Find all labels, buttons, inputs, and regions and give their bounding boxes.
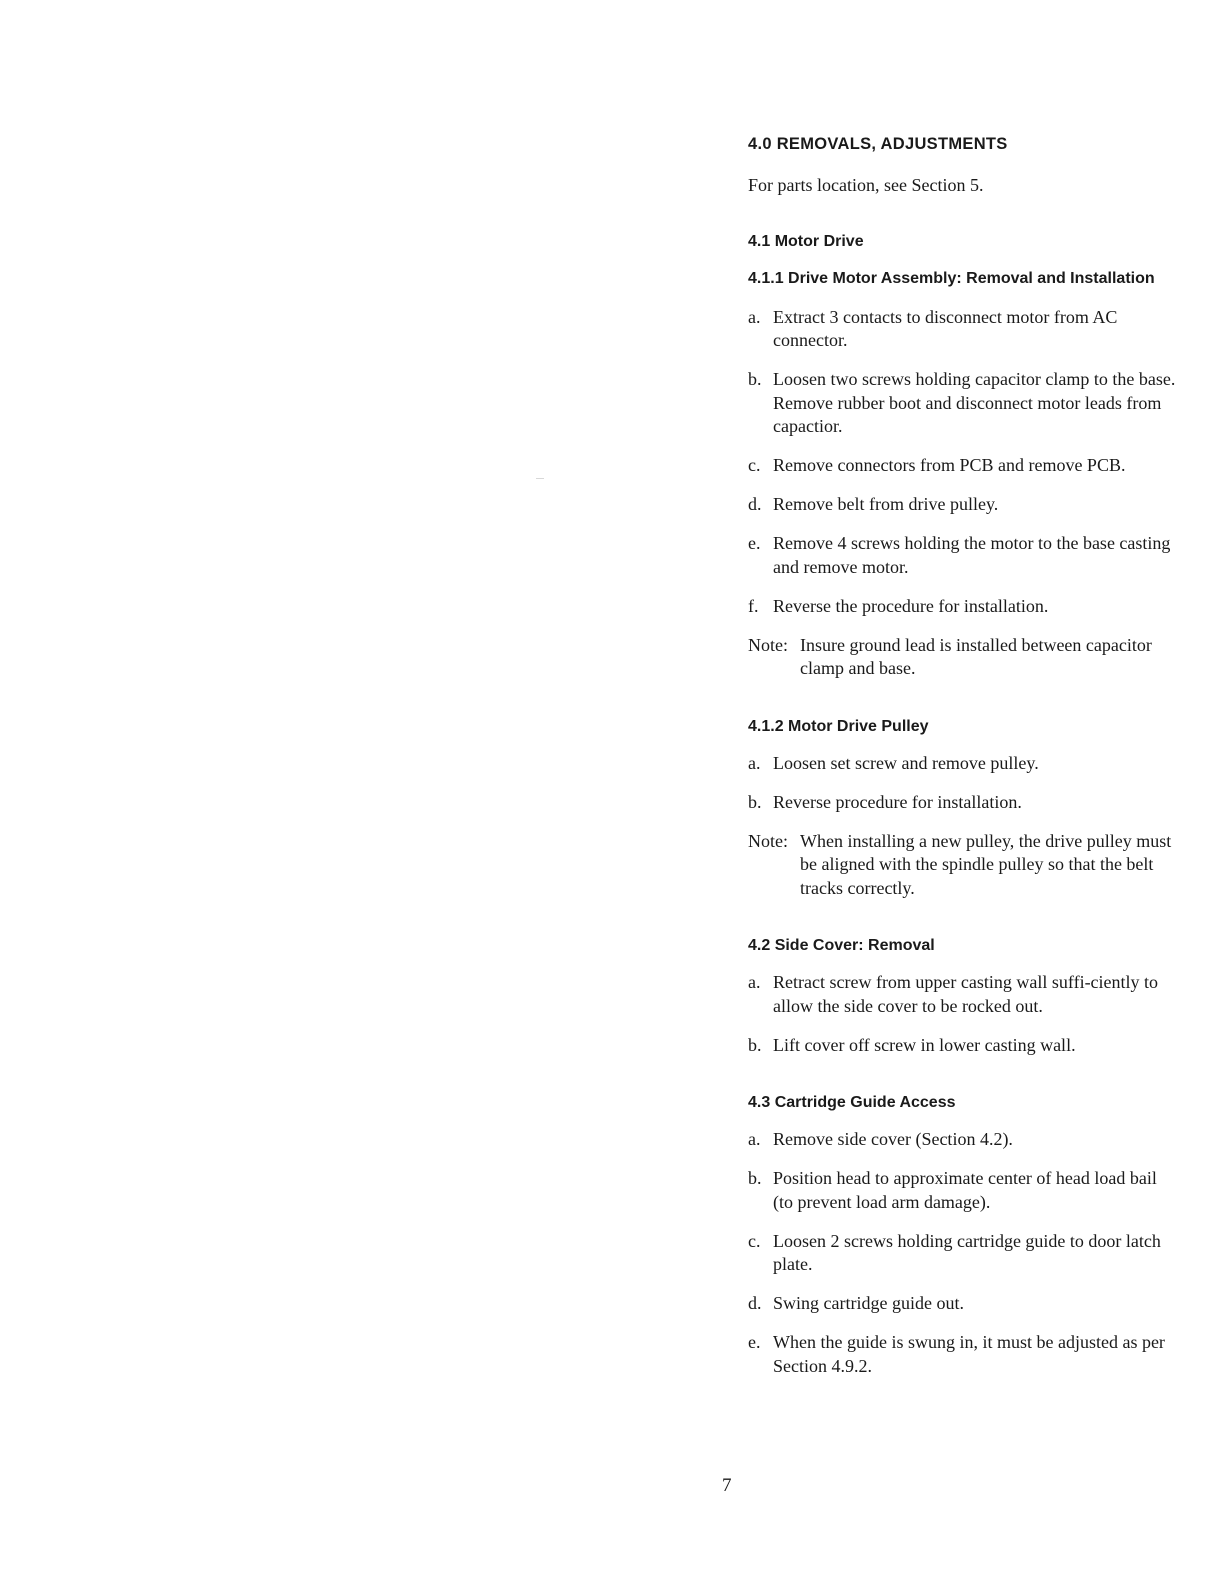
list-item: a. Retract screw from upper casting wall suffi-ciently to allow the side cover to be rocked out. [748,972,1159,1016]
section-heading-4-1: 4.1 Motor Drive [748,232,864,250]
section-heading-4-2: 4.2 Side Cover: Removal [748,937,935,954]
list-item: b. Lift cover off screw in lower casting wall. [748,1034,1076,1055]
scan-speck [536,478,544,479]
section-heading-4-1-2: 4.1.2 Motor Drive Pulley [748,717,929,735]
list-item: b. Reverse procedure for installation. [748,791,1022,812]
list-item: b. Loosen two screws holding capacitor clamp to the base. Remove rubber boot and disconnect motor leads from capactior. [748,369,1176,436]
text-column [748,132,1178,1394]
section-4-2 [748,934,1178,1057]
page-number: 7 [722,1475,732,1496]
list-item: f. Reverse the procedure for installation. [748,595,1049,616]
list-item: b. Position head to approximate center of head load bail (to prevent load arm damage). [748,1168,1157,1212]
section-heading-4-0: 4.0 REMOVALS, ADJUSTMENTS [748,135,1008,153]
list-item: a. Remove side cover (Section 4.2). [748,1129,1013,1149]
list-item: e. Remove 4 screws holding the motor to the base casting and remove motor. [748,533,1171,577]
section-heading-4-3: 4.3 Cartridge Guide Access [748,1094,956,1111]
section-heading-4-1-1: 4.1.1 Drive Motor Assembly: Removal and Installation [748,269,1155,287]
list-item: d. Swing cartridge guide out. [748,1293,964,1313]
list-item: c. Remove connectors from PCB and remove PCB. [748,455,1126,475]
list-item: a. Loosen set screw and remove pulley. [748,752,1039,773]
section-4-1-2 [748,715,1178,901]
list-item: a. Extract 3 contacts to disconnect motor from AC connector. [748,306,1118,350]
intro-paragraph: For parts location, see Section 5. [748,175,984,195]
section-4-1 [748,230,1178,681]
note-4-1-2: Note: When installing a new pulley, the drive pulley must be aligned with the spindle pulley so that the belt tracks correctly. [748,830,1172,898]
list-item: e. When the guide is swung in, it must be adjusted as per Section 4.9.2. [748,1332,1165,1376]
list-item: c. Loosen 2 screws holding cartridge guide to door latch plate. [748,1230,1161,1274]
note-4-1-1: Note: Insure ground lead is installed between capacitor clamp and base. [748,634,1152,678]
list-item: d. Remove belt from drive pulley. [748,494,999,514]
section-4-3 [748,1091,1178,1378]
